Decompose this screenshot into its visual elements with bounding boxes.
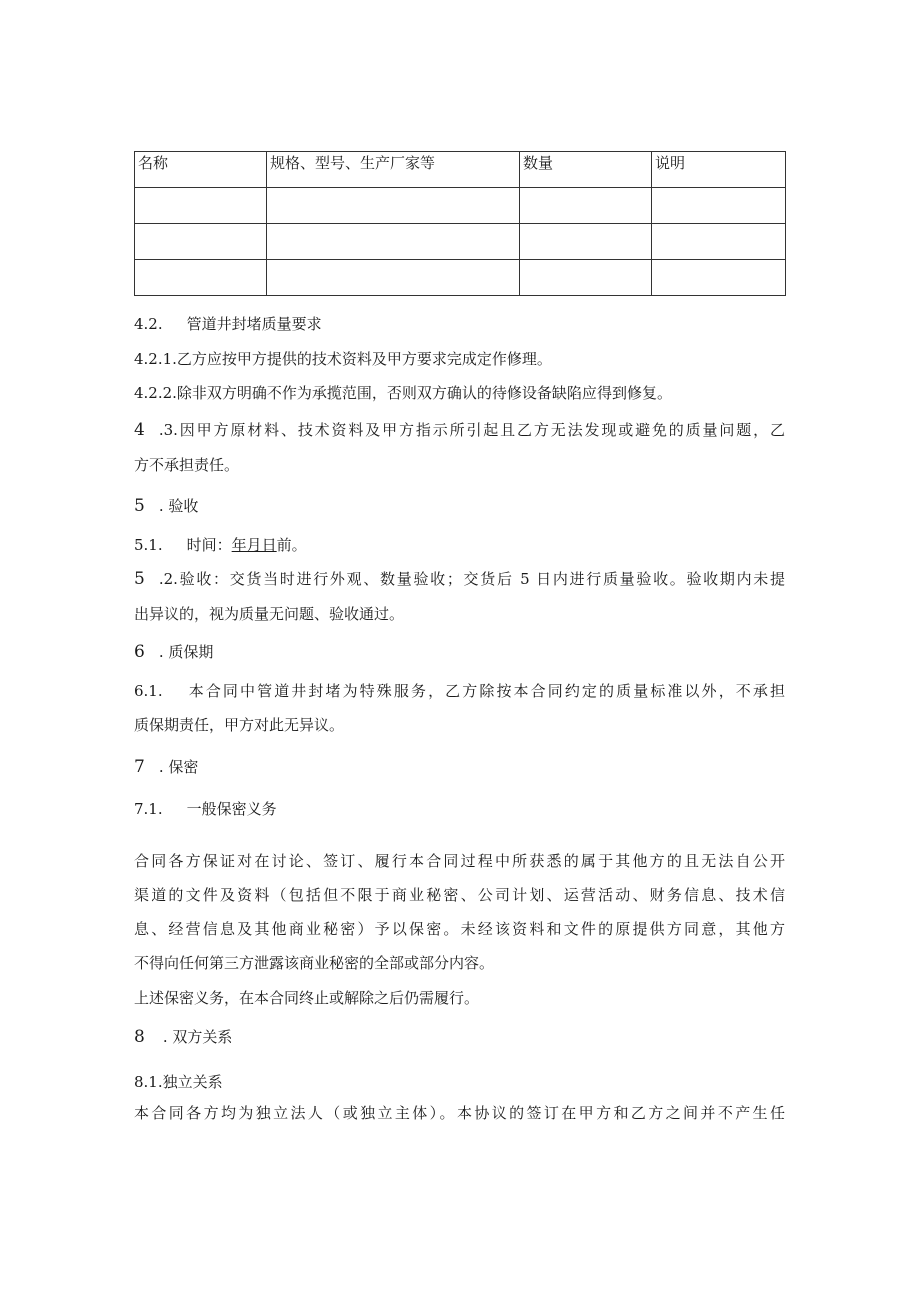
table-cell (652, 224, 786, 260)
clause-text: .3.因甲方原材料、技术资料及甲方指示所引起且乙方无法发现或避免的质量问题，乙 (158, 421, 785, 439)
table-cell (135, 188, 267, 224)
section-heading-5 (134, 495, 198, 517)
confidentiality-line: 息、经营信息及其他商业秘密）予以保密。未经该资料和文件的原提供方同意，其他方 (134, 920, 785, 938)
table-cell (267, 224, 520, 260)
clause-label: 时间： (186, 536, 232, 554)
table-cell (135, 260, 267, 296)
clause-number: 5.1. (134, 536, 163, 554)
table-cell (267, 260, 520, 296)
section-number: 5 (134, 496, 145, 516)
clause-number: 5 (134, 569, 145, 589)
confidentiality-line: 合同各方保证对在讨论、签订、履行本合同过程中所获悉的属于其他方的且无法自公开 (134, 852, 785, 870)
table-row (135, 188, 786, 224)
table-header-cell: 名称 (135, 152, 267, 188)
table-cell (135, 224, 267, 260)
section-title: . 验收 (158, 497, 199, 515)
confidentiality-line: 渠道的文件及资料（包括但不限于商业秘密、公司计划、运营活动、财务信息、技术信 (134, 886, 785, 904)
clause-number: 6.1. (134, 682, 163, 700)
clause-7-1 (134, 798, 277, 820)
section-number: 6 (134, 642, 145, 662)
clause-5-1 (134, 534, 307, 556)
section-number: 8 (134, 1027, 145, 1047)
clause-5-2-line2: 出异议的，视为质量无问题、验收通过。 (134, 605, 405, 623)
table-header-row (135, 152, 786, 188)
section-heading-4-2 (134, 313, 322, 335)
table-cell (652, 188, 786, 224)
confidentiality-line: 不得向任何第三方泄露该商业秘密的全部或部分内容。 (134, 954, 495, 972)
section-title: . 质保期 (158, 643, 214, 661)
table-header-cell: 说明 (652, 152, 786, 188)
table-cell (520, 224, 652, 260)
clause-4-2-2: 4.2.2.除非双方明确不作为承揽范围，否则双方确认的待修设备缺陷应得到修复。 (134, 384, 672, 402)
clause-4-2-1: 4.2.1.乙方应按甲方提供的技术资料及甲方要求完成定作修理。 (134, 350, 552, 368)
section-heading-7 (134, 756, 198, 778)
clause-tail: 前。 (276, 536, 307, 554)
section-title: . 保密 (158, 758, 199, 776)
clause-number: 4 (134, 420, 145, 440)
clause-4-3-line2: 方不承担责任。 (134, 456, 240, 474)
section-title: 管道井封堵质量要求 (186, 315, 322, 333)
clause-text: .2.验收：交货当时进行外观、数量验收；交货后 5 日内进行质量验收。验收期内未提 (158, 570, 785, 588)
equipment-table (134, 151, 786, 296)
section-number: 4.2. (134, 315, 163, 333)
clause-number: 7.1. (134, 800, 163, 818)
table-cell (267, 188, 520, 224)
clause-title: 一般保密义务 (186, 800, 277, 818)
section-title: . 双方关系 (162, 1028, 233, 1046)
table-row (135, 260, 786, 296)
table-header-cell: 规格、型号、生产厂家等 (267, 152, 520, 188)
clause-6-1-line2: 质保期责任，甲方对此无异议。 (134, 716, 345, 734)
confidentiality-line: 上述保密义务，在本合同终止或解除之后仍需履行。 (134, 989, 480, 1007)
table-cell (520, 260, 652, 296)
clause-6-1-line1 (134, 680, 785, 702)
clause-4-3-line1 (134, 419, 785, 441)
clause-text: 本合同中管道井封堵为特殊服务，乙方除按本合同约定的质量标准以外，不承担 (186, 682, 785, 700)
section-heading-6 (134, 641, 213, 663)
clause-5-2-line1 (134, 568, 785, 590)
section-number: 7 (134, 757, 145, 777)
table-cell (652, 260, 786, 296)
section-heading-8 (134, 1026, 232, 1048)
date-blank: 年月日 (231, 536, 277, 554)
clause-8-1: 8.1.独立关系 (134, 1073, 223, 1091)
table-cell (520, 188, 652, 224)
table-row (135, 224, 786, 260)
clause-8-1-text: 本合同各方均为独立法人（或独立主体）。本协议的签订在甲方和乙方之间并不产生任 (134, 1104, 785, 1122)
table-header-cell: 数量 (520, 152, 652, 188)
